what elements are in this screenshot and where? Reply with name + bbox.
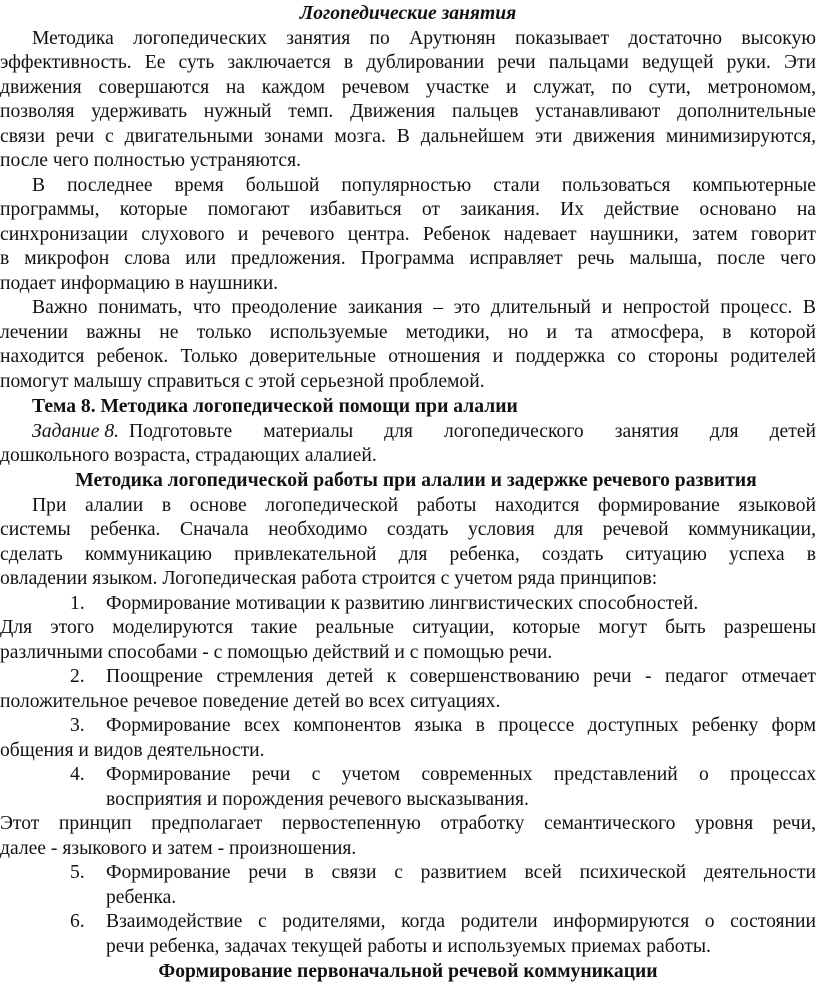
paragraph-line: Этот принцип предполагает первостепенную отработку семантического уровня речи, — [0, 813, 816, 834]
topic-heading: Тема 8. Методика логопедической помощи при алалии — [32, 396, 518, 417]
task-line — [32, 420, 816, 444]
list-item-continued: ребенка. — [106, 887, 177, 908]
paragraph-line: движения совершаются на каждом речевом участке и служат, по сути, метрономом, — [0, 77, 816, 98]
list-item-number: 5. — [70, 862, 85, 883]
subsection-heading: Формирование первоначальной речевой коммуникации — [158, 961, 658, 982]
paragraph-line: находится ребенок. Только доверительные отношения и поддержка со стороны родителей — [0, 346, 816, 367]
paragraph-line: лечении важны не только используемые методики, но и та атмосфера, в которой — [0, 322, 816, 343]
list-item-number: 6. — [70, 911, 85, 932]
paragraph-line: сделать коммуникацию привлекательной для ребенка, создать ситуацию успеха в — [0, 544, 816, 565]
paragraph-line: различными способами - с помощью действий и с помощью речи. — [0, 642, 553, 663]
paragraph-line: позволяя удерживать нужный темп. Движения пальцев устанавливают дополнительные — [0, 101, 816, 122]
list-item-number: 2. — [70, 666, 85, 687]
paragraph-line: При алалии в основе логопедической работы находится формирование языковой — [32, 495, 816, 516]
task-label: Задание 8. — [32, 421, 120, 442]
paragraph-line: эффективность. Ее суть заключается в дублировании речи пальцами ведущей руки. Эти — [0, 52, 816, 73]
list-item-text: Формирование речи с учетом современных представлений о процессах — [106, 764, 816, 785]
paragraph-line: далее - языкового и затем - произношения. — [0, 838, 357, 859]
list-item-text: Взаимодействие с родителями, когда родители информируются о состоянии — [106, 911, 816, 932]
paragraph-line: системы ребенка. Сначала необходимо создать условия для речевой коммуникации, — [0, 519, 816, 540]
paragraph-line: связи речи с двигательными зонами мозга. В дальнейшем эти движения минимизируются, — [0, 126, 816, 147]
list-item-number: 4. — [70, 764, 85, 785]
paragraph-line: подает информацию в наушники. — [0, 273, 279, 294]
paragraph-line: синхронизации слухового и речевого центра. Ребенок надевает наушники, затем говорит — [0, 224, 816, 245]
list-item-number: 3. — [70, 715, 85, 736]
paragraph-line: в микрофон слова или предложения. Программа исправляет речь малыша, после чего — [0, 248, 816, 269]
list-item-number: 1. — [70, 593, 85, 614]
task-text: Подготовьте материалы для логопедического занятия для детей — [129, 421, 816, 442]
paragraph-line: программы, которые помогают избавиться от заикания. Их действие основано на — [0, 199, 816, 220]
list-item-text: Формирование мотивации к развитию лингвистических способностей. — [106, 593, 699, 614]
list-item-continued: восприятия и порождения речевого высказывания. — [106, 789, 529, 810]
paragraph-line: В последнее время большой популярностью стали пользоваться компьютерные — [32, 175, 816, 196]
list-item-continued: положительное речевое поведение детей во всех ситуациях. — [0, 691, 501, 712]
task-text-continued: дошкольного возраста, страдающих алалией. — [0, 445, 377, 466]
page-title: Логопедические занятия — [299, 3, 517, 24]
paragraph-line: овладении языком. Логопедическая работа строится с учетом ряда принципов: — [0, 568, 658, 589]
list-item-text: Поощрение стремления детей к совершенствованию речи - педагог отмечает — [106, 666, 816, 687]
paragraph-line: помогут малышу справиться с этой серьезной проблемой. — [0, 371, 485, 392]
section-heading: Методика логопедической работы при алалии и задержке речевого развития — [75, 470, 757, 491]
list-item-text: Формирование речи в связи с развитием всей психической деятельности — [106, 862, 816, 883]
paragraph-line: после чего полностью устраняются. — [0, 150, 302, 171]
paragraph-line: Важно понимать, что преодоление заикания – это длительный и непростой процесс. В — [32, 297, 816, 318]
list-item-continued: общения и видов деятельности. — [0, 740, 265, 761]
paragraph-line: Для этого моделируются такие реальные ситуации, которые могут быть разрешены — [0, 617, 816, 638]
paragraph-line: Методика логопедических занятия по Арутюнян показывает достаточно высокую — [32, 28, 816, 49]
list-item-continued: речи ребенка, задачах текущей работы и используемых приемах работы. — [106, 936, 711, 957]
list-item-text: Формирование всех компонентов языка в процессе доступных ребенку форм — [106, 715, 816, 736]
